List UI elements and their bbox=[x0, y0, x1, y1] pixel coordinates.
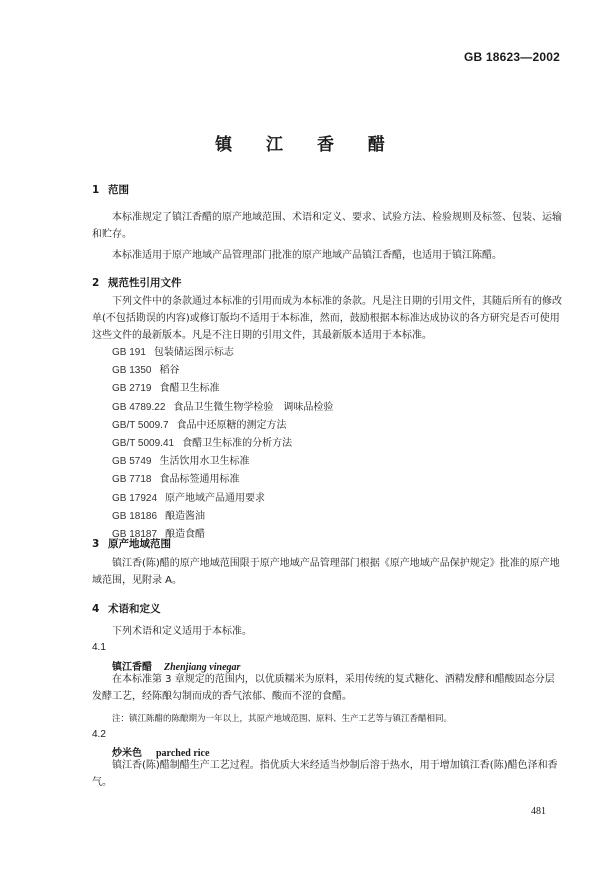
reference-title: 原产地域产品通用要求 bbox=[165, 492, 266, 504]
reference-item bbox=[112, 417, 333, 435]
term-4-1-en: Zhenjiang vinegar bbox=[164, 662, 241, 673]
term-4-2-definition: 镇江香(陈)醋制醋生产工艺过程。指优质大米经适当炒制后溶于热水，用于增加镇江香(陈)醋色泽和香气。 bbox=[92, 760, 558, 788]
reference-code: GB 18187 bbox=[112, 528, 158, 540]
section-3-number: 3 bbox=[92, 538, 100, 550]
section-2-number: 2 bbox=[92, 277, 100, 289]
section-1-heading bbox=[92, 182, 129, 197]
reference-code: GB/T 5009.41 bbox=[112, 437, 175, 449]
section-2-intro: 下列文件中的条款通过本标准的引用而成为本标准的条款。凡是注日期的引用文件，其随后所有的修改单(不包括勘误的内容)或修订版均不适用于本标准，然而，鼓励根据本标准达成协议的各方研究是否可使用这些文件的最新版本。凡是不注日期的引用文件，其最新版本适用于本标准。 bbox=[92, 296, 562, 341]
section-3-heading bbox=[92, 536, 171, 551]
reference-code: GB 7718 bbox=[112, 474, 152, 486]
reference-code: GB 5749 bbox=[112, 456, 152, 468]
reference-item bbox=[112, 508, 333, 526]
term-4-1-note: 注：镇江陈醋的陈酿期为一年以上，其原产地域范围、原料、生产工艺等与镇江香醋相同。 bbox=[112, 714, 453, 724]
reference-title: 酿造酱油 bbox=[165, 510, 206, 522]
reference-code: GB 4789.22 bbox=[112, 401, 166, 413]
reference-code: GB/T 5009.7 bbox=[112, 419, 169, 431]
term-4-2-cn: 炒米色 bbox=[112, 748, 142, 759]
term-4-1-definition: 在本标准第 3 章规定的范围内，以优质糯米为原料，采用传统的复式糖化、酒精发酵和醋酸固态分层发酵工艺，经陈酿勾制而成的香气浓郁、酸而不涩的食醋。 bbox=[92, 674, 555, 702]
section-4-title: 术语和定义 bbox=[108, 603, 161, 615]
reference-item bbox=[112, 399, 333, 417]
reference-item bbox=[112, 435, 333, 453]
section-3-title: 原产地域范围 bbox=[108, 538, 171, 550]
reference-item bbox=[112, 453, 333, 471]
reference-code: GB 18186 bbox=[112, 510, 158, 522]
reference-title: 稻谷 bbox=[159, 365, 180, 377]
section-1-para-1: 本标准规定了镇江香醋的原产地域范围、术语和定义、要求、试验方法、检验规则及标签、包装、运输和贮存。 bbox=[92, 212, 562, 240]
reference-item bbox=[112, 471, 333, 489]
reference-list bbox=[112, 344, 333, 544]
reference-title: 食品卫生微生物学检验 调味品检验 bbox=[173, 401, 334, 413]
reference-code: GB 17924 bbox=[112, 492, 158, 504]
reference-item bbox=[112, 380, 333, 398]
term-4-1-cn: 镇江香醋 bbox=[112, 662, 152, 673]
section-2-title: 规范性引用文件 bbox=[108, 277, 182, 289]
section-4-intro: 下列术语和定义适用于本标准。 bbox=[112, 626, 252, 637]
clause-4-1-number: 4.1 bbox=[92, 642, 106, 653]
reference-code: GB 191 bbox=[112, 347, 146, 358]
section-1-title: 范围 bbox=[108, 184, 129, 196]
reference-code: GB 2719 bbox=[112, 383, 152, 395]
section-4-heading bbox=[92, 601, 161, 616]
page-number: 481 bbox=[531, 806, 546, 817]
reference-item bbox=[112, 490, 333, 508]
reference-title: 生活饮用水卫生标准 bbox=[159, 456, 250, 468]
reference-title: 包装储运图示标志 bbox=[153, 347, 234, 358]
section-4-number: 4 bbox=[92, 603, 100, 615]
section-3-para: 镇江香(陈)醋的原产地域范围限于原产地域产品管理部门根据《原产地域产品保护规定》批准的原产地域范围，见附录 A。 bbox=[92, 558, 560, 586]
reference-title: 食品标签通用标准 bbox=[159, 474, 240, 486]
document-title: 镇 江 香 醋 bbox=[215, 135, 399, 155]
reference-item bbox=[112, 362, 333, 380]
reference-title: 酿造食醋 bbox=[165, 528, 206, 540]
term-4-2-en: parched rice bbox=[156, 748, 210, 759]
reference-title: 食醋卫生标准 bbox=[159, 383, 220, 395]
clause-4-2-number: 4.2 bbox=[92, 729, 106, 740]
section-2-heading bbox=[92, 275, 182, 290]
reference-item bbox=[112, 344, 333, 362]
section-1-para-2: 本标准适用于原产地域产品管理部门批准的原产地域产品镇江香醋，也适用于镇江陈醋。 bbox=[112, 250, 502, 261]
standard-code: GB 18623—2002 bbox=[464, 50, 560, 64]
reference-code: GB 1350 bbox=[112, 365, 152, 377]
reference-title: 食品中还原糖的测定方法 bbox=[176, 419, 287, 431]
section-1-number: 1 bbox=[92, 184, 100, 196]
reference-title: 食醋卫生标准的分析方法 bbox=[182, 437, 293, 449]
